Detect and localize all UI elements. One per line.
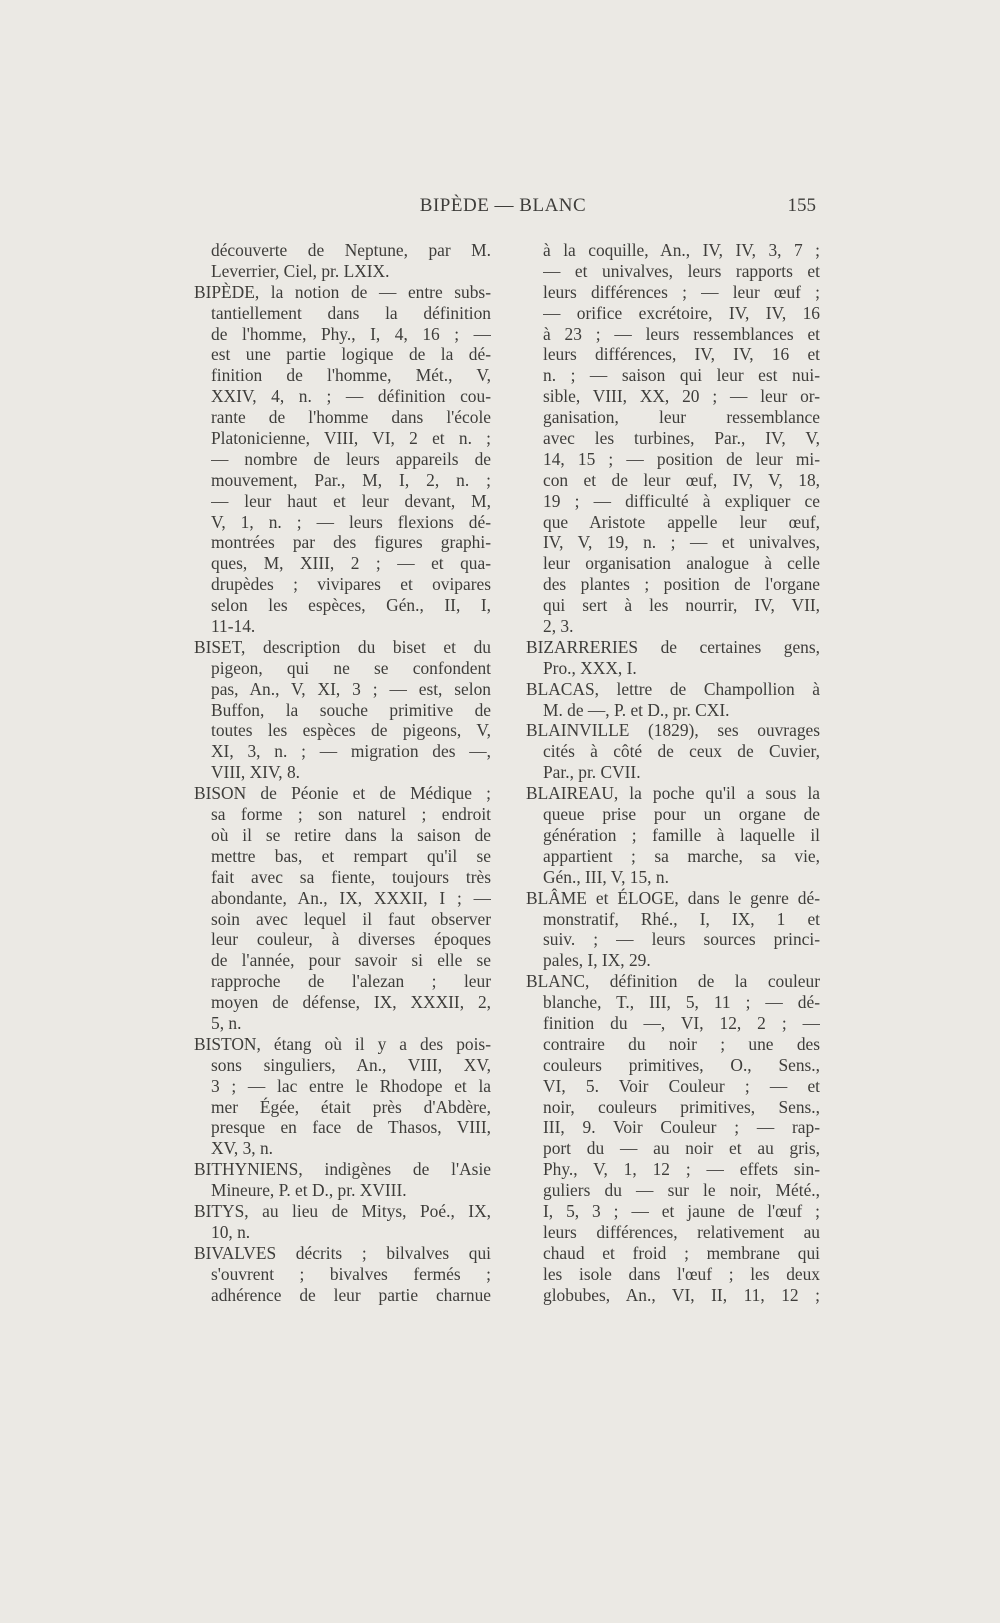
text-line: couleurs primitives, O., Sens., xyxy=(543,1054,820,1075)
index-entry-head: BLÂME et ÉLOGE, dans le genre dé- xyxy=(526,887,820,908)
text-line: montrées par des figures graphi- xyxy=(211,532,491,553)
text-line: leurs différences, relativement au xyxy=(543,1221,820,1242)
running-head xyxy=(190,192,816,222)
index-entry-head: BITYS, au lieu de Mitys, Poé., IX, xyxy=(194,1200,491,1221)
index-entry-head: BIPÈDE, la notion de — entre subs- xyxy=(194,281,491,302)
index-entry-head: BISTON, étang où il y a des pois- xyxy=(194,1033,491,1054)
text-line: VIII, XIV, 8. xyxy=(211,762,301,783)
text-line: pas, An., V, XI, 3 ; — est, selon xyxy=(211,678,491,699)
text-line: sa forme ; son naturel ; endroit xyxy=(211,804,491,825)
text-line: où il se retire dans la saison de xyxy=(211,824,491,845)
text-line: sons singuliers, An., VIII, XV, xyxy=(211,1054,491,1075)
text-line: découverte de Neptune, par M. xyxy=(211,240,491,260)
index-entry-head: BLANC, définition de la couleur xyxy=(526,971,820,992)
text-line: Phy., V, 1, 12 ; — effets sin- xyxy=(543,1159,820,1180)
running-title: BIPÈDE — BLANC xyxy=(419,195,587,216)
text-line: s'ouvrent ; bivalves fermés ; xyxy=(211,1263,491,1284)
text-line: guliers du — sur le noir, Mété., xyxy=(543,1180,820,1201)
text-line: 19 ; — difficulté à expliquer ce xyxy=(543,490,820,511)
text-line: moyen de défense, IX, XXXII, 2, xyxy=(211,992,491,1013)
text-line: Mineure, P. et D., pr. XVIII. xyxy=(211,1180,407,1201)
text-line: XI, 3, n. ; — migration des —, xyxy=(211,741,491,762)
text-line: III, 9. Voir Couleur ; — rap- xyxy=(543,1117,820,1138)
text-line: port du — au noir et au gris, xyxy=(543,1138,820,1159)
text-line: Pro., XXX, I. xyxy=(543,657,637,678)
page-number: 155 xyxy=(787,195,816,216)
text-line: blanche, T., III, 5, 11 ; — dé- xyxy=(543,992,820,1013)
text-line: 10, n. xyxy=(211,1221,251,1242)
left-column xyxy=(194,240,491,1305)
text-line: Buffon, la souche primitive de xyxy=(211,699,491,720)
text-line: génération ; famille à laquelle il xyxy=(543,824,820,845)
text-line: sible, VIII, XX, 20 ; — leur or- xyxy=(543,386,820,407)
text-line: pales, I, IX, 29. xyxy=(543,950,651,971)
text-line: adhérence de leur partie charnue xyxy=(211,1284,491,1305)
text-line: n. ; — saison qui leur est nui- xyxy=(543,365,820,386)
text-line: que Aristote appelle leur œuf, xyxy=(543,511,820,532)
text-line: M. de —, P. et D., pr. CXI. xyxy=(543,699,730,720)
text-line: finition de l'homme, Mét., V, xyxy=(211,365,491,386)
text-line: soin avec lequel il faut observer xyxy=(211,908,491,929)
text-line: Platonicienne, VIII, VI, 2 et n. ; xyxy=(211,428,491,449)
index-entry-head: BIZARRERIES de certaines gens, xyxy=(526,636,820,657)
text-line: à 23 ; — leurs ressemblances et xyxy=(543,323,820,344)
text-line: chaud et froid ; membrane qui xyxy=(543,1242,820,1263)
text-line: fait avec sa fiente, toujours très xyxy=(211,866,491,887)
text-line: tantiellement dans la définition xyxy=(211,302,491,323)
text-line: leur organisation analogue à celle xyxy=(543,553,820,574)
text-line: 14, 15 ; — position de leur mi- xyxy=(543,448,820,469)
index-entry-head: BISON de Péonie et de Médique ; xyxy=(194,783,491,804)
text-line: presque en face de Thasos, VIII, xyxy=(211,1117,491,1138)
text-line: de l'homme, Phy., I, 4, 16 ; — xyxy=(211,323,491,344)
text-line: queue prise pour un organe de xyxy=(543,804,820,825)
text-line: ganisation, leur ressemblance xyxy=(543,407,820,428)
text-line: abondante, An., IX, XXXII, I ; — xyxy=(211,887,491,908)
index-entry-head: BLACAS, lettre de Champollion à xyxy=(526,678,820,699)
text-line: mettre bas, et rempart qu'il se xyxy=(211,845,491,866)
index-entry-head: BISET, description du biset et du xyxy=(194,636,491,657)
text-line: rante de l'homme dans l'école xyxy=(211,407,491,428)
text-line: 11-14. xyxy=(211,616,256,637)
text-line: XXIV, 4, n. ; — définition cou- xyxy=(211,386,491,407)
text-line: des plantes ; position de l'organe xyxy=(543,574,820,595)
text-line: contraire du noir ; une des xyxy=(543,1033,820,1054)
text-line: leurs différences ; — leur œuf ; xyxy=(543,281,820,302)
text-line: con et de leur œuf, IV, V, 18, xyxy=(543,469,820,490)
text-line: — nombre de leurs appareils de xyxy=(211,448,491,469)
right-column xyxy=(526,240,820,1305)
index-entry-head: BLAINVILLE (1829), ses ouvrages xyxy=(526,720,820,741)
text-line: selon les espèces, Gén., II, I, xyxy=(211,595,491,616)
text-line: 3 ; — lac entre le Rhodope et la xyxy=(211,1075,491,1096)
text-line: rapproche de l'alezan ; leur xyxy=(211,971,491,992)
text-line: XV, 3, n. xyxy=(211,1138,274,1159)
text-line: I, 5, 3 ; — et jaune de l'œuf ; xyxy=(543,1200,820,1221)
text-line: IV, V, 19, n. ; — et univalves, xyxy=(543,532,820,553)
text-line: mer Égée, était près d'Abdère, xyxy=(211,1096,491,1117)
text-line: Leverrier, Ciel, pr. LXIX. xyxy=(211,260,390,281)
text-line: à la coquille, An., IV, IV, 3, 7 ; xyxy=(543,240,820,260)
text-line: globubes, An., VI, II, 11, 12 ; xyxy=(543,1284,820,1305)
text-line: mouvement, Par., M, I, 2, n. ; xyxy=(211,469,491,490)
text-line: de l'année, pour savoir si elle se xyxy=(211,950,491,971)
text-line: VI, 5. Voir Couleur ; — et xyxy=(543,1075,820,1096)
text-line: leurs différences, IV, IV, 16 et xyxy=(543,344,820,365)
text-line: leur couleur, à diverses époques xyxy=(211,929,491,950)
text-line: V, 1, n. ; — leurs flexions dé- xyxy=(211,511,491,532)
text-line: les isole dans l'œuf ; les deux xyxy=(543,1263,820,1284)
text-line: avec les turbines, Par., IV, V, xyxy=(543,428,820,449)
text-line: — orifice excrétoire, IV, IV, 16 xyxy=(543,302,820,323)
text-line: pigeon, qui ne se confondent xyxy=(211,657,491,678)
text-line: — leur haut et leur devant, M, xyxy=(211,490,491,511)
text-line: monstratif, Rhé., I, IX, 1 et xyxy=(543,908,820,929)
text-line: finition du —, VI, 12, 2 ; — xyxy=(543,1012,820,1033)
text-line: qui sert à les nourrir, IV, VII, xyxy=(543,595,820,616)
text-line: drupèdes ; vivipares et ovipares xyxy=(211,574,491,595)
text-line: 5, n. xyxy=(211,1012,242,1033)
text-line: est une partie logique de la dé- xyxy=(211,344,491,365)
text-line: noir, couleurs primitives, Sens., xyxy=(543,1096,820,1117)
text-line: appartient ; sa marche, sa vie, xyxy=(543,845,820,866)
text-line: ques, M, XIII, 2 ; — et qua- xyxy=(211,553,491,574)
text-line: cités à côté de ceux de Cuvier, xyxy=(543,741,820,762)
text-line: Par., pr. CVII. xyxy=(543,762,641,783)
text-line: suiv. ; — leurs sources princi- xyxy=(543,929,820,950)
text-line: 2, 3. xyxy=(543,616,574,637)
index-entry-head: BLAIREAU, la poche qu'il a sous la xyxy=(526,783,820,804)
index-entry-head: BITHYNIENS, indigènes de l'Asie xyxy=(194,1159,491,1180)
index-entry-head: BIVALVES décrits ; bilvalves qui xyxy=(194,1242,491,1263)
text-line: toutes les espèces de pigeons, V, xyxy=(211,720,491,741)
text-line: — et univalves, leurs rapports et xyxy=(543,260,820,281)
text-line: Gén., III, V, 15, n. xyxy=(543,866,669,887)
